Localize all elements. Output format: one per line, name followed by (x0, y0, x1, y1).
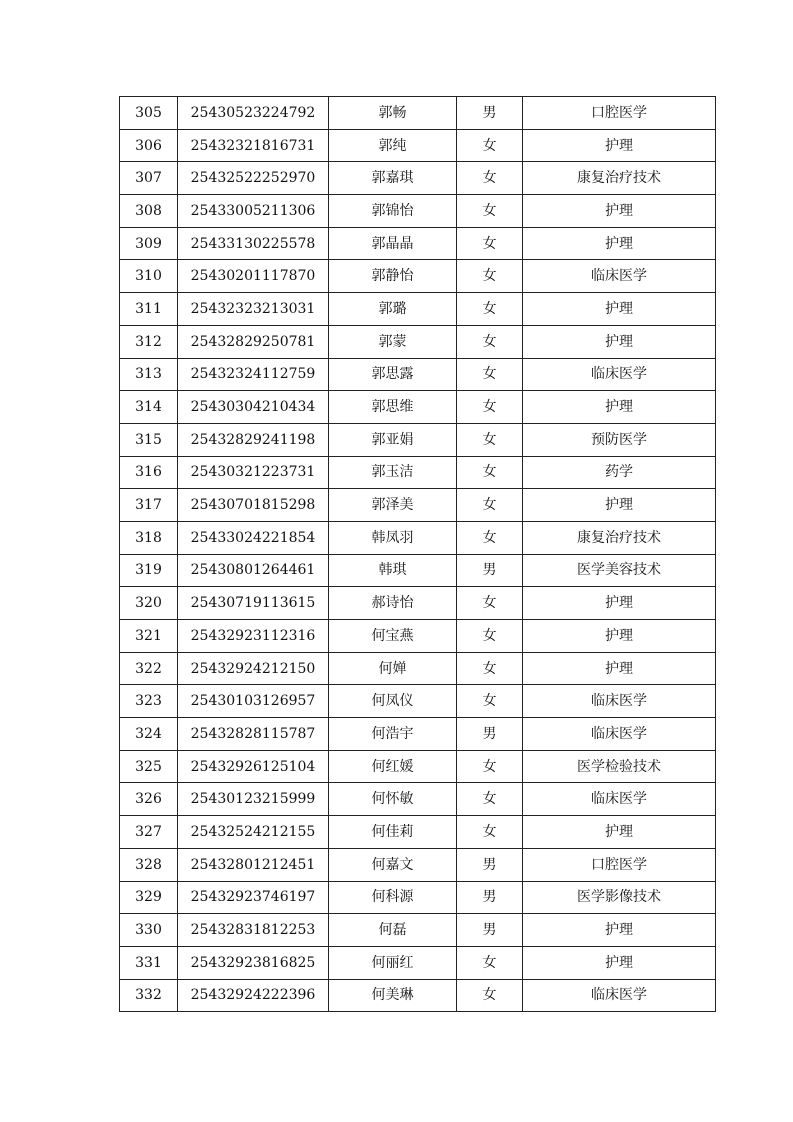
student-name-cell: 郭锦怡 (329, 195, 457, 228)
major-cell: 医学影像技术 (523, 881, 716, 914)
student-name-cell: 韩琪 (329, 554, 457, 587)
gender-cell: 女 (457, 750, 523, 783)
major-cell: 护理 (523, 129, 716, 162)
gender-cell: 女 (457, 129, 523, 162)
gender-cell: 女 (457, 489, 523, 522)
student-name-cell: 何怀敏 (329, 783, 457, 816)
table-row (120, 848, 716, 881)
student-name-cell: 何宝燕 (329, 620, 457, 653)
gender-cell: 女 (457, 816, 523, 849)
row-number-cell: 306 (120, 129, 178, 162)
candidate-id-cell: 25432924212150 (178, 652, 329, 685)
candidate-id-cell: 25432829250781 (178, 325, 329, 358)
student-name-cell: 何嘉文 (329, 848, 457, 881)
table-row (120, 293, 716, 326)
student-name-cell: 何科源 (329, 881, 457, 914)
candidate-id-cell: 25433005211306 (178, 195, 329, 228)
student-name-cell: 郭泽美 (329, 489, 457, 522)
candidate-id-cell: 25432923816825 (178, 946, 329, 979)
gender-cell: 女 (457, 162, 523, 195)
major-cell: 护理 (523, 587, 716, 620)
gender-cell: 女 (457, 293, 523, 326)
gender-cell: 男 (457, 914, 523, 947)
row-number-cell: 305 (120, 97, 178, 130)
row-number-cell: 309 (120, 227, 178, 260)
major-cell: 护理 (523, 914, 716, 947)
table-row (120, 620, 716, 653)
row-number-cell: 314 (120, 391, 178, 424)
candidate-id-cell: 25430321223731 (178, 456, 329, 489)
student-name-cell: 何磊 (329, 914, 457, 947)
table-row (120, 521, 716, 554)
student-name-cell: 郭晶晶 (329, 227, 457, 260)
gender-cell: 女 (457, 423, 523, 456)
candidate-id-cell: 25432829241198 (178, 423, 329, 456)
table-row (120, 129, 716, 162)
candidate-id-cell: 25432828115787 (178, 718, 329, 751)
student-roster-table (119, 96, 716, 1012)
student-name-cell: 何凤仪 (329, 685, 457, 718)
candidate-id-cell: 25432321816731 (178, 129, 329, 162)
major-cell: 临床医学 (523, 260, 716, 293)
row-number-cell: 324 (120, 718, 178, 751)
major-cell: 护理 (523, 620, 716, 653)
row-number-cell: 320 (120, 587, 178, 620)
table-row (120, 652, 716, 685)
row-number-cell: 323 (120, 685, 178, 718)
major-cell: 临床医学 (523, 685, 716, 718)
row-number-cell: 326 (120, 783, 178, 816)
major-cell: 护理 (523, 227, 716, 260)
gender-cell: 男 (457, 554, 523, 587)
table-row (120, 979, 716, 1012)
student-name-cell: 郝诗怡 (329, 587, 457, 620)
major-cell: 临床医学 (523, 358, 716, 391)
gender-cell: 女 (457, 521, 523, 554)
student-name-cell: 郭玉洁 (329, 456, 457, 489)
student-name-cell: 韩凤羽 (329, 521, 457, 554)
row-number-cell: 330 (120, 914, 178, 947)
roster-body (120, 97, 716, 1012)
student-name-cell: 郭亚娟 (329, 423, 457, 456)
row-number-cell: 307 (120, 162, 178, 195)
table-row (120, 750, 716, 783)
candidate-id-cell: 25432923746197 (178, 881, 329, 914)
student-name-cell: 何婵 (329, 652, 457, 685)
major-cell: 康复治疗技术 (523, 521, 716, 554)
candidate-id-cell: 25430123215999 (178, 783, 329, 816)
student-name-cell: 郭静怡 (329, 260, 457, 293)
table-row (120, 881, 716, 914)
student-name-cell: 郭璐 (329, 293, 457, 326)
table-row (120, 358, 716, 391)
student-name-cell: 何佳莉 (329, 816, 457, 849)
student-name-cell: 郭蒙 (329, 325, 457, 358)
table-row (120, 816, 716, 849)
row-number-cell: 308 (120, 195, 178, 228)
row-number-cell: 313 (120, 358, 178, 391)
candidate-id-cell: 25430719113615 (178, 587, 329, 620)
candidate-id-cell: 25432524212155 (178, 816, 329, 849)
table-row (120, 554, 716, 587)
table-row (120, 946, 716, 979)
major-cell: 护理 (523, 293, 716, 326)
major-cell: 护理 (523, 816, 716, 849)
gender-cell: 女 (457, 456, 523, 489)
row-number-cell: 315 (120, 423, 178, 456)
table-row (120, 489, 716, 522)
major-cell: 护理 (523, 325, 716, 358)
candidate-id-cell: 25432324112759 (178, 358, 329, 391)
major-cell: 护理 (523, 946, 716, 979)
major-cell: 护理 (523, 489, 716, 522)
row-number-cell: 325 (120, 750, 178, 783)
major-cell: 护理 (523, 652, 716, 685)
table-row (120, 718, 716, 751)
student-name-cell: 何丽红 (329, 946, 457, 979)
row-number-cell: 312 (120, 325, 178, 358)
candidate-id-cell: 25432923112316 (178, 620, 329, 653)
candidate-id-cell: 25432323213031 (178, 293, 329, 326)
row-number-cell: 319 (120, 554, 178, 587)
table-row (120, 162, 716, 195)
major-cell: 医学美容技术 (523, 554, 716, 587)
candidate-id-cell: 25430701815298 (178, 489, 329, 522)
table-row (120, 914, 716, 947)
student-name-cell: 何浩宇 (329, 718, 457, 751)
candidate-id-cell: 25430523224792 (178, 97, 329, 130)
row-number-cell: 321 (120, 620, 178, 653)
major-cell: 口腔医学 (523, 97, 716, 130)
candidate-id-cell: 25433024221854 (178, 521, 329, 554)
candidate-id-cell: 25433130225578 (178, 227, 329, 260)
gender-cell: 女 (457, 391, 523, 424)
table-row (120, 391, 716, 424)
gender-cell: 女 (457, 620, 523, 653)
candidate-id-cell: 25430201117870 (178, 260, 329, 293)
candidate-id-cell: 25430304210434 (178, 391, 329, 424)
gender-cell: 女 (457, 325, 523, 358)
table-row (120, 195, 716, 228)
row-number-cell: 311 (120, 293, 178, 326)
gender-cell: 女 (457, 652, 523, 685)
major-cell: 药学 (523, 456, 716, 489)
row-number-cell: 318 (120, 521, 178, 554)
gender-cell: 女 (457, 946, 523, 979)
row-number-cell: 316 (120, 456, 178, 489)
candidate-id-cell: 25432926125104 (178, 750, 329, 783)
major-cell: 临床医学 (523, 979, 716, 1012)
gender-cell: 女 (457, 195, 523, 228)
major-cell: 临床医学 (523, 718, 716, 751)
candidate-id-cell: 25432924222396 (178, 979, 329, 1012)
major-cell: 护理 (523, 391, 716, 424)
major-cell: 康复治疗技术 (523, 162, 716, 195)
table-row (120, 783, 716, 816)
candidate-id-cell: 25432831812253 (178, 914, 329, 947)
gender-cell: 男 (457, 848, 523, 881)
gender-cell: 女 (457, 685, 523, 718)
candidate-id-cell: 25432801212451 (178, 848, 329, 881)
table-row (120, 97, 716, 130)
row-number-cell: 332 (120, 979, 178, 1012)
row-number-cell: 310 (120, 260, 178, 293)
gender-cell: 男 (457, 881, 523, 914)
student-name-cell: 郭嘉琪 (329, 162, 457, 195)
table-row (120, 685, 716, 718)
row-number-cell: 328 (120, 848, 178, 881)
row-number-cell: 329 (120, 881, 178, 914)
gender-cell: 女 (457, 587, 523, 620)
gender-cell: 女 (457, 358, 523, 391)
student-name-cell: 郭纯 (329, 129, 457, 162)
gender-cell: 女 (457, 227, 523, 260)
gender-cell: 女 (457, 783, 523, 816)
major-cell: 护理 (523, 195, 716, 228)
major-cell: 口腔医学 (523, 848, 716, 881)
major-cell: 医学检验技术 (523, 750, 716, 783)
gender-cell: 男 (457, 97, 523, 130)
table-row (120, 423, 716, 456)
student-name-cell: 郭畅 (329, 97, 457, 130)
student-name-cell: 何美琳 (329, 979, 457, 1012)
table-row (120, 456, 716, 489)
student-name-cell: 何红媛 (329, 750, 457, 783)
gender-cell: 女 (457, 260, 523, 293)
gender-cell: 男 (457, 718, 523, 751)
table-row (120, 260, 716, 293)
student-name-cell: 郭思露 (329, 358, 457, 391)
table-row (120, 587, 716, 620)
table-row (120, 325, 716, 358)
row-number-cell: 322 (120, 652, 178, 685)
major-cell: 临床医学 (523, 783, 716, 816)
row-number-cell: 331 (120, 946, 178, 979)
row-number-cell: 327 (120, 816, 178, 849)
student-name-cell: 郭思维 (329, 391, 457, 424)
gender-cell: 女 (457, 979, 523, 1012)
candidate-id-cell: 25430103126957 (178, 685, 329, 718)
candidate-id-cell: 25432522252970 (178, 162, 329, 195)
candidate-id-cell: 25430801264461 (178, 554, 329, 587)
table-row (120, 227, 716, 260)
row-number-cell: 317 (120, 489, 178, 522)
major-cell: 预防医学 (523, 423, 716, 456)
